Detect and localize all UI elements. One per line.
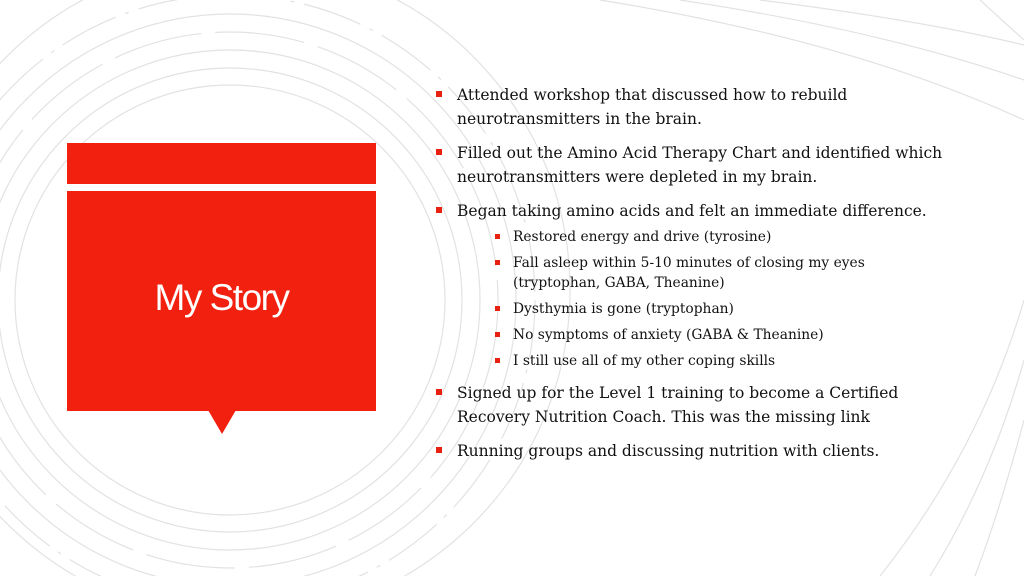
bullet-item [436,439,956,463]
bullet-text: Signed up for the Level 1 training to become a Certified Recovery Nutrition Coach. This was the missing link [457,384,899,426]
sub-bullet-item [495,227,956,247]
bullet-item [436,141,956,189]
sub-bullet-item [495,253,956,293]
sub-bullet-item [495,325,956,345]
square-bullet-icon [495,234,500,239]
square-bullet-icon [436,207,442,213]
slide-title: My Story [154,277,289,318]
sub-bullet-text: Fall asleep within 5-10 minutes of closing my eyes (tryptophan, GABA, Theanine) [513,255,865,291]
square-bullet-icon [436,389,442,395]
sub-bullet-list [457,227,956,371]
bullet-item [436,199,956,371]
sub-bullet-text: No symptoms of anxiety (GABA & Theanine) [513,327,824,343]
square-bullet-icon [495,306,500,311]
square-bullet-icon [495,358,500,363]
bullet-text: Running groups and discussing nutrition with clients. [457,442,880,460]
square-bullet-icon [495,332,500,337]
sub-bullet-item [495,351,956,371]
bullet-item [436,381,956,429]
accent-strip [67,143,376,184]
sub-bullet-text: Dysthymia is gone (tryptophan) [513,301,734,317]
square-bullet-icon [436,91,442,97]
square-bullet-icon [436,447,442,453]
bullet-text: Filled out the Amino Acid Therapy Chart and identified which neurotransmitters were depleted in my brain. [457,144,943,186]
bullet-text: Began taking amino acids and felt an immediate difference. [457,202,927,220]
square-bullet-icon [495,260,500,265]
title-panel-pointer [208,410,236,434]
sub-bullet-text: I still use all of my other coping skills [513,353,776,369]
sub-bullet-item [495,299,956,319]
bullet-item [436,83,956,131]
bullet-text: Attended workshop that discussed how to rebuild neurotransmitters in the brain. [457,86,848,128]
bullet-list [436,83,956,463]
slide-content [436,83,956,473]
sub-bullet-text: Restored energy and drive (tyrosine) [513,229,772,245]
square-bullet-icon [436,149,442,155]
